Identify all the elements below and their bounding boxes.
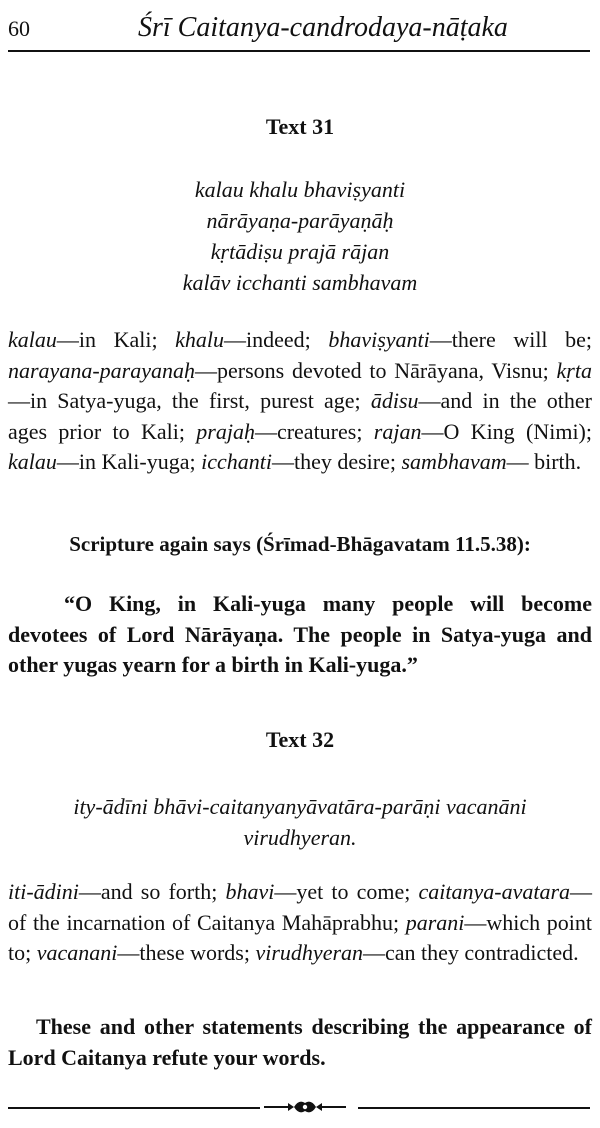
- synonym-term: bhavi: [225, 879, 275, 904]
- synonym-term: kṛta: [556, 357, 592, 383]
- text-31-heading: Text 31: [265, 114, 335, 139]
- synonym-gloss: —and in the other ages prior to Kali;: [8, 388, 592, 444]
- text-32-heading: Text 32: [265, 727, 335, 752]
- fleuron-icon: [264, 1097, 346, 1117]
- text-31-synonyms: [8, 325, 592, 478]
- synonym-term: sambhavam: [401, 449, 507, 474]
- page-header: [8, 14, 588, 48]
- synonym-gloss: —and so forth;: [78, 879, 226, 904]
- synonym-term: parani: [405, 909, 465, 935]
- synonym-gloss: —in Satya-yuga, the first, purest age;: [8, 388, 371, 413]
- header-rule: [8, 50, 590, 52]
- synonym-gloss: — birth.: [506, 449, 582, 474]
- synonym-gloss: —persons devoted to Nārāyana, Visnu;: [194, 357, 557, 383]
- synonym-gloss: —creatures;: [254, 418, 374, 444]
- footer-ornament: [8, 1097, 590, 1117]
- text-32-synonyms: [8, 877, 592, 969]
- synonym-term: narayana-parayanaḥ: [8, 357, 195, 383]
- synonym-term: caitanya-avatara: [418, 879, 571, 904]
- synonym-term: vacanani: [36, 940, 118, 965]
- verse-line: virudhyeran.: [243, 825, 357, 850]
- verse-line: kalau khalu bhaviṣyanti: [194, 177, 406, 202]
- synonym-gloss: —O King (Nimi);: [421, 418, 592, 444]
- synonym-gloss: —in Kali-yuga;: [56, 449, 202, 474]
- synonym-gloss: —which point to;: [8, 909, 592, 965]
- synonym-term: kalau: [8, 449, 57, 474]
- footer-rule-right: [358, 1107, 590, 1109]
- text-32-verse: [0, 791, 600, 853]
- verse-line: nārāyaṇa-parāyaṇāḥ: [206, 208, 394, 233]
- synonym-gloss: —yet to come;: [274, 879, 419, 904]
- synonym-term: icchanti: [201, 449, 272, 474]
- synonym-gloss: —these words;: [117, 940, 256, 965]
- synonym-gloss: —of the incarnation of Caitanya Mahāprabhu;: [8, 879, 593, 935]
- synonym-gloss: —they desire;: [271, 449, 402, 474]
- synonym-term: ādisu: [370, 388, 419, 413]
- synonym-gloss: —there will be;: [429, 327, 592, 352]
- verse-line: ity-ādīni bhāvi-caitanyanyāvatāra-parāṇi vacanāni: [73, 794, 527, 819]
- synonym-gloss: —can they contradicted.: [363, 940, 579, 965]
- synonym-term: khalu: [175, 327, 225, 352]
- synonym-term: prajaḥ: [196, 418, 255, 444]
- scripture-intro: Scripture again says (Śrīmad-Bhāgavatam 11.5.38):: [69, 532, 531, 556]
- verse-line: kalāv icchanti sambhavam: [182, 270, 418, 295]
- synonym-term: kalau: [8, 327, 57, 352]
- synonym-term: bhaviṣyanti: [328, 327, 430, 352]
- footer-rule-left: [8, 1107, 260, 1109]
- synonym-term: iti-ādini: [8, 879, 79, 904]
- synonym-gloss: —indeed;: [224, 327, 329, 352]
- text-32-translation: These and other statements describing the appearance of Lord Caitanya refute your words.: [8, 1014, 592, 1070]
- text-31-translation: “O King, in Kali-yuga many people will become devotees of Lord Nārāyaṇa. The people in Satya-yuga and other yugas yearn for a birth in Kali-yuga.”: [8, 591, 592, 677]
- verse-line: kṛtādiṣu prajā rājan: [210, 239, 390, 264]
- running-title: Śrī Caitanya-candrodaya-nāṭaka: [138, 12, 508, 43]
- synonym-term: virudhyeran: [255, 940, 364, 965]
- synonym-gloss: —in Kali;: [56, 327, 176, 352]
- synonym-term: rajan: [373, 418, 422, 444]
- text-31-verse: [0, 174, 600, 298]
- page-number: 60: [8, 16, 30, 41]
